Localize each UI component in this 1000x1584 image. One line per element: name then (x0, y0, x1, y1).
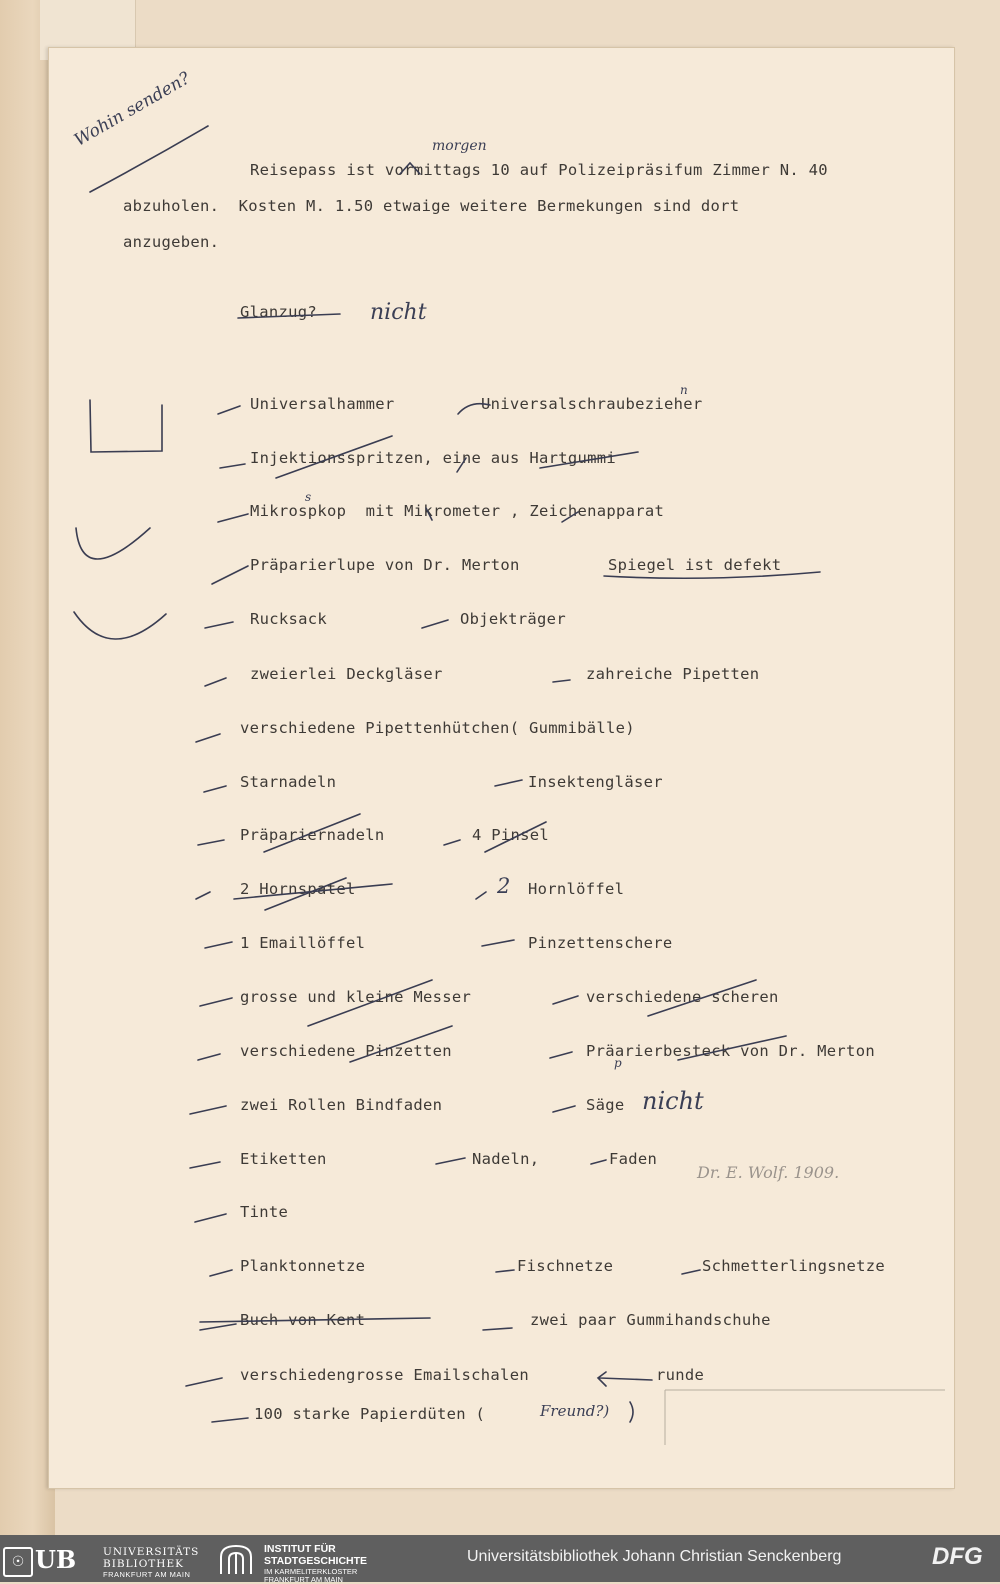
item-spiegel-defekt: Spiegel ist defekt (608, 556, 782, 574)
item-pipetten: zahreiche Pipetten (586, 665, 760, 683)
ifs-logo[interactable] (218, 1541, 408, 1584)
ub-mark: UB (35, 1545, 77, 1574)
item-bindfaden: zwei Rollen Bindfaden (240, 1096, 443, 1114)
item-praeparierlupe: Präparierlupe von Dr. Merton (250, 556, 520, 574)
item-fischnetze: Fischnetze (517, 1257, 614, 1275)
ub-line-2: BIBLIOTHEK (103, 1558, 184, 1570)
item-runde: runde (656, 1366, 705, 1384)
insert-s: s (305, 490, 312, 504)
book-binding (0, 0, 55, 1535)
handwritten-nicht-2: nicht (642, 1087, 704, 1115)
item-praeparierbesteck: Präarierbesteck von Dr. Merton (586, 1042, 875, 1060)
item-injektionsspritzen: Injektionsspritzen, eine aus Hartgummi (250, 449, 617, 467)
item-tinte: Tinte (240, 1203, 289, 1221)
item-buch-von-kent: Buch von Kent (240, 1311, 366, 1329)
item-rucksack: Rucksack (250, 610, 328, 628)
item-schmetterlingsnetze: Schmetterlingsnetze (702, 1257, 886, 1275)
item-etiketten: Etiketten (240, 1150, 327, 1168)
insert-n: n (680, 383, 688, 397)
typed-line-passport: Reisepass ist vormittags 10 auf Polizeipräsifum Zimmer N. 40 (250, 161, 828, 179)
ub-logo[interactable] (3, 1543, 200, 1579)
ifs-line-1: INSTITUT FÜR (264, 1543, 336, 1555)
handwritten-freund: Freund?) (540, 1402, 610, 1420)
handwritten-2: 2 (497, 874, 511, 898)
dfg-logo[interactable]: DFG (932, 1543, 983, 1570)
handwritten-nicht-1: nicht (370, 300, 427, 325)
item-faden: Faden (609, 1150, 658, 1168)
item-pinzettenschere: Pinzettenschere (528, 934, 673, 952)
item-hornloeffel: Hornlöffel (528, 880, 625, 898)
ub-emblem-icon: ☉ (3, 1547, 33, 1577)
item-starnadeln: Starnadeln (240, 773, 337, 791)
footer-bar (0, 1535, 1000, 1582)
ifs-line-4: FRANKFURT AM MAIN (264, 1575, 343, 1584)
item-gummihandschuhe: zwei paar Gummihandschuhe (530, 1311, 771, 1329)
item-deckglaeser: zweierlei Deckgläser (250, 665, 443, 683)
item-planktonnetze: Planktonnetze (240, 1257, 366, 1275)
typed-line-costs: abzuholen. Kosten M. 1.50 etwaige weitere Bermekungen sind dort (123, 197, 740, 215)
item-universalschraubezieher: Universalschraubezieher (481, 395, 703, 413)
item-mikroskop: Mikrospkop mit Mikrometer , Zeichenapparat (250, 502, 665, 520)
item-saege: Säge (586, 1096, 625, 1114)
arch-icon (218, 1543, 254, 1575)
insert-morgen: morgen (432, 138, 487, 154)
typed-line-anzugeben: anzugeben. (123, 233, 220, 251)
item-objektraeger: Objekträger (460, 610, 566, 628)
item-papierdueten: 100 starke Papierdüten ( (254, 1405, 486, 1423)
item-hornspatel: 2 Hornspatel (240, 880, 356, 898)
item-messer: grosse und kleine Messer (240, 988, 472, 1006)
library-name[interactable]: Universitätsbibliothek Johann Christian Senckenberg (467, 1548, 842, 1565)
item-emailloeffel: 1 Emaillöffel (240, 934, 366, 952)
item-pipettenhuetchen: verschiedene Pipettenhütchen( Gummibälle) (240, 719, 635, 737)
pencil-signature: Dr. E. Wolf. 1909. (697, 1163, 840, 1182)
item-universalhammer: Universalhammer (250, 395, 395, 413)
item-nadeln: Nadeln, (472, 1150, 540, 1168)
item-scheren: verschiedene scheren (586, 988, 779, 1006)
ub-line-1: UNIVERSITÄTS (103, 1546, 200, 1558)
item-praepariernadeln: Präpariernadeln (240, 826, 385, 844)
item-insektenglaeser: Insektengläser (528, 773, 663, 791)
typed-glanzug: Glanzug? (240, 303, 318, 321)
ifs-line-2: STADTGESCHICHTE (264, 1555, 368, 1567)
item-emailschalen: verschiedengrosse Emailschalen (240, 1366, 529, 1384)
item-pinsel: 4 Pinsel (472, 826, 550, 844)
margin-note-wohin-senden: Wohin senden? (71, 68, 194, 151)
insert-p: p (614, 1056, 622, 1070)
ub-line-3: FRANKFURT AM MAIN (103, 1570, 191, 1579)
ifs-line-3: IM KARMELITERKLOSTER (264, 1567, 358, 1576)
item-pinzetten: verschiedene Pinzetten (240, 1042, 452, 1060)
